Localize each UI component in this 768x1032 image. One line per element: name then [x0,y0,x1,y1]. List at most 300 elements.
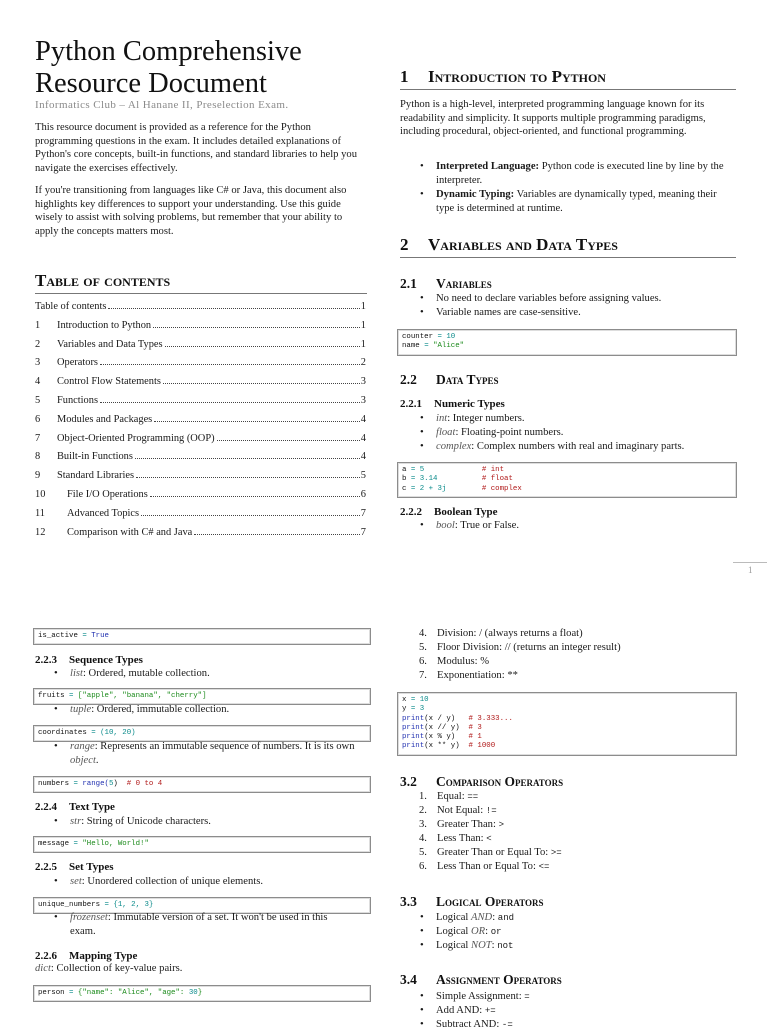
section-number: 2.2.2 [400,506,422,518]
code-token: = [410,475,420,484]
item-number: 1. [419,791,427,802]
page-number: 1 [748,565,753,575]
section-title: Assignment Operators [436,972,562,987]
section-title: Text Type [69,801,115,813]
code-token: = [104,901,114,909]
toc-leader-dots [141,515,360,516]
toc-leader-dots [135,458,360,459]
code-token: (x % y) [424,733,469,742]
list-item [418,1004,530,1018]
section-number: 2.2.5 [35,861,57,873]
toc-heading-text: Table of contents [35,271,171,290]
code-token: counter [402,333,438,341]
item-sep: : [492,912,498,923]
toc-heading [35,271,367,294]
description: : Ordered, mutable collection. [82,668,210,679]
description: : Complex numbers with real and imaginary parts. [471,441,685,452]
title-line-1: Python Comprehensive [35,36,302,67]
toc-entry-number: 1 [35,319,41,331]
section-number: 2.2.1 [400,398,422,410]
list-item: • Variable names are case-sensitive. [418,306,661,320]
section-3-3-heading [400,894,544,910]
toc-entry-label: Comparison with C# and Java [67,526,193,538]
toc-entry-page: 6 [360,488,366,500]
code-token: = [82,632,92,640]
operator: <= [538,862,550,872]
code-token: fruits [38,692,70,700]
title-line-2: Resource Document [35,68,267,99]
description: : Represents an immutable sequence of numbers. It is its own [94,741,355,752]
section-title: Mapping Type [69,950,138,962]
code-token: # 3.333... [468,714,513,723]
code-line [38,989,366,998]
section-title: Numeric Types [434,398,505,410]
item-number: 5. [419,847,427,858]
description: : True or False. [454,520,520,531]
toc-entry-label: Object-Oriented Programming (OOP) [57,432,215,444]
code-token: = [73,840,83,848]
code-token: 10 [446,333,456,341]
code-token: y [402,705,411,714]
item-label: Logical [436,912,472,923]
code-block-boolean [33,628,371,645]
set-bullet [52,875,263,889]
item-number: 4. [419,628,427,639]
code-token: (x // y) [424,723,469,732]
section-title: Logical Operators [436,894,544,909]
toc-entry[interactable] [35,339,366,358]
section-3-4-heading [400,972,562,988]
code-token: coordinates [38,729,92,737]
code-token: = [437,333,447,341]
toc-entry-number: 9 [35,470,41,482]
item-label: Less Than: [437,833,487,844]
toc-entry-number: 5 [35,394,41,406]
section-2-1-bullets [418,292,661,320]
toc-entry[interactable] [35,376,366,395]
section-2-2-4-heading [35,801,115,813]
list-item [52,815,211,829]
item-term: OR [471,926,486,937]
code-token: b [402,475,411,484]
list-item [418,160,736,188]
code-line [402,724,732,733]
toc-entry[interactable] [35,414,366,433]
list-item [418,440,684,454]
page-number-rule [733,562,767,563]
comparison-operators-list [419,790,562,874]
toc-entry-page: 7 [360,526,366,538]
toc-entry[interactable] [35,527,366,546]
document-subtitle: Informatics Club – Al Hanane II, Preselection Exam. [35,99,289,111]
operator: and [497,913,514,923]
item-label: Not Equal: [437,805,486,816]
list-item [419,846,562,860]
item-sep: : [491,940,498,951]
toc-entry-page: 5 [360,470,366,482]
toc-entry-label: Introduction to Python [57,319,152,331]
code-token: True [91,632,109,640]
range-bullet [52,740,368,768]
item-label: Greater Than or Equal To: [437,847,551,858]
code-token: = [424,342,434,351]
toc-entry-label: Table of contents [35,301,107,312]
toc-entry-label: Built-in Functions [57,451,133,463]
toc-entry-page: 7 [360,507,366,519]
description: : Unordered collection of unique elements. [81,876,263,887]
section-2-2-1-heading [400,398,505,410]
item-number: 5. [419,642,427,653]
code-token: print [402,742,425,751]
code-token: # 1 [468,733,482,742]
description: : Floating-point numbers. [455,427,564,438]
toc-entry-number: 2 [35,338,41,350]
code-token: a [402,466,411,474]
toc-entry-number: 3 [35,357,41,369]
section-title: Boolean Type [434,506,498,518]
list-item [52,911,352,939]
code-token: (x ** y) [424,742,469,751]
list-item [419,832,562,846]
section-title: Variables [436,276,492,291]
term: frozenset [70,912,108,923]
bullet-text: Variables are dynamically typed, meaning their type is determined at runtime. [436,189,717,214]
code-token: (10, 20) [100,729,136,737]
code-token: "Alice" [433,342,465,351]
term: str [70,816,82,827]
section-2-2-6-heading [35,950,137,962]
code-token: 5 [419,466,425,474]
code-line [38,840,366,849]
item-number: 6. [419,861,427,872]
operator: += [484,1006,496,1016]
toc-entry-page: 1 [360,301,366,312]
section-3-2-heading [400,774,563,790]
list-bullet [52,667,210,681]
toc-entry-number: 10 [35,488,46,500]
code-token: (x / y) [424,714,469,723]
code-line [402,705,732,714]
code-token: 30 [188,989,198,997]
section-2-1-heading [400,276,492,292]
operator: > [498,820,504,830]
code-token: {1, 2, 3} [113,901,154,909]
toc-leader-dots [150,496,360,497]
item-text: Modulus: % [437,656,490,667]
code-token: person [38,989,70,997]
code-token: c [402,484,411,493]
term: list [70,668,83,679]
section-number: 1 [400,67,409,86]
section-number: 2.2 [400,372,417,387]
document-title [35,36,302,100]
description: : Collection of key-value pairs. [50,963,183,974]
list-item [419,627,621,641]
term: float [436,427,456,438]
intro-paragraph-1: This resource document is provided as a reference for the Python programming questions in the exam. It includes detailed explanations of Python's core concepts, built-in functions, and standard libraries to help you navigate the exercises effectively. [35,122,358,174]
code-line [402,333,732,342]
section-2-2-heading [400,372,499,388]
section-2-2-5-heading [35,861,114,873]
toc-entry[interactable] [35,357,366,376]
section-2-heading [400,235,736,258]
toc-leader-dots [194,534,360,535]
list-item [418,519,519,533]
toc-entry[interactable] [35,320,366,339]
code-token: = [410,484,420,493]
list-item [52,875,263,889]
toc-leader-dots [154,421,360,422]
code-token: = [69,692,78,700]
section-number: 2.2.6 [35,950,57,962]
description: : String of Unicode characters. [81,816,211,827]
toc-entry[interactable] [35,451,366,470]
list-item [52,740,368,768]
item-number: 3. [419,819,427,830]
toc-leader-dots [165,346,360,347]
term: dict [35,963,51,974]
operator: -= [501,1020,513,1030]
term: int [436,413,448,424]
code-token: ) [113,780,127,788]
bullet-term: Dynamic Typing: [436,189,515,200]
code-block-range [33,776,371,793]
term: bool [436,520,455,531]
operator: = [524,992,530,1002]
code-line [402,742,732,751]
code-token: = [73,780,83,788]
toc-entry-page: 3 [360,376,366,388]
operator: != [485,806,497,816]
item-sep: : [485,926,491,937]
toc-entry-number: 7 [35,432,41,444]
code-token: print [402,714,425,723]
item-text: Exponentiation: ** [437,670,518,681]
toc-entry-label: Functions [57,394,98,406]
list-item [419,641,621,655]
section-number: 2.2.3 [35,654,57,666]
code-token: } [197,989,203,997]
code-token: {"name": "Alice", "age": [77,989,189,997]
section-number: 3.2 [400,774,417,789]
code-token: print [402,733,425,742]
operator: < [486,834,492,844]
toc-entry-number: 4 [35,376,41,388]
toc-entry-number: 6 [35,413,41,425]
str-bullet [52,815,211,829]
list-item [418,939,514,953]
code-line [38,729,366,738]
code-token: = [410,696,420,704]
toc-entry-number: 8 [35,451,41,463]
description: . [95,755,99,766]
toc-leader-dots [100,402,360,403]
code-token: 3 [419,705,425,714]
code-token: 2 + 3j [419,484,447,493]
toc-entry-page: 4 [360,413,366,425]
item-number: 7. [419,670,427,681]
item-label: Greater Than: [437,819,499,830]
toc-entry-label: Standard Libraries [57,470,135,482]
list-item [418,911,514,925]
item-text: Division: / (always returns a float) [437,628,583,639]
section-number: 2.2.4 [35,801,57,813]
dict-description [35,963,182,974]
toc-entry-number: 12 [35,526,46,538]
section-title: Data Types [436,372,499,387]
bullet-text: Python code is executed line by line by the interpreter. [436,161,724,186]
boolean-bullets [418,519,519,533]
item-label: Logical [436,926,472,937]
item-label: Add AND: [436,1005,485,1016]
list-item [418,188,736,216]
code-token: print [402,723,425,732]
code-token: = [91,729,101,737]
code-token: # float [437,475,513,484]
code-token: # complex [446,484,522,493]
code-token: is_active [38,632,83,640]
operator: >= [550,848,562,858]
operator: == [467,792,479,802]
term: tuple [70,704,92,715]
section-title: Sequence Types [69,654,143,666]
frozenset-bullet [52,911,352,939]
code-token: 5 [108,780,114,788]
code-line [402,466,732,475]
toc-entry-page: 4 [360,451,366,463]
code-token: = [410,705,420,714]
item-number: 6. [419,656,427,667]
toc-entry-number: 11 [35,507,46,519]
code-token: # 0 to 4 [126,780,163,788]
list-item [419,669,621,683]
code-token: 3.14 [419,475,438,484]
item-term: NOT [471,940,492,951]
code-line [402,475,732,484]
toc-entry-page: 1 [360,319,366,331]
code-token: "Hello, World!" [82,840,149,848]
code-token: ["apple", "banana", "cherry"] [77,692,207,700]
code-block-dict [33,985,371,1002]
section-number: 3.4 [400,972,417,987]
table-of-contents [35,301,366,545]
logical-operators-list [418,911,514,953]
item-number: 4. [419,833,427,844]
code-block-str [33,836,371,853]
section-number: 2.1 [400,276,417,291]
toc-entry-label: Control Flow Statements [57,376,161,388]
section-title: Introduction to Python [428,67,606,86]
section-1-heading [400,67,736,90]
code-token: unique_numbers [38,901,105,909]
toc-entry[interactable] [35,489,366,508]
list-item [419,790,562,804]
term: set [70,876,82,887]
code-line [402,485,732,494]
code-token: = [410,466,420,474]
term: complex [436,441,472,452]
list-item [419,655,621,669]
code-token: # 3 [468,723,482,732]
arithmetic-operators-list [419,627,621,683]
toc-leader-dots [108,308,359,309]
list-item [419,860,562,874]
item-number: 2. [419,805,427,816]
section-number: 2 [400,235,409,254]
code-line [402,733,732,742]
code-token: = [69,989,78,997]
list-item [419,804,562,818]
toc-leader-dots [100,364,360,365]
toc-entry-label: Variables and Data Types [57,338,163,350]
code-token: message [38,840,74,848]
code-line [38,901,366,910]
code-line [402,342,732,351]
intro-paragraph-2: If you're transitioning from languages like C# or Java, this document also highlights key differences to support your understanding. Use this guide wisely to assist with solving problems, but remember that your ability to apply the concepts matters most. [35,185,347,237]
item-text: Floor Division: // (returns an integer result) [437,642,621,653]
item-term: AND [471,912,493,923]
description: : Integer numbers. [447,413,525,424]
toc-leader-dots [217,440,360,441]
list-item [418,412,684,426]
toc-entry[interactable] [35,470,366,489]
list-item [419,818,562,832]
toc-entry[interactable] [35,301,366,320]
item-label: Equal: [437,791,468,802]
operator: or [490,927,502,937]
list-item [418,1018,530,1032]
code-token: # 1000 [468,742,496,751]
toc-entry-page: 1 [360,338,366,350]
toc-entry[interactable] [35,433,366,452]
term: range [70,741,95,752]
code-line [38,692,366,701]
section-title: Variables and Data Types [428,235,618,254]
code-block-arithmetic [397,692,737,756]
toc-entry-page: 3 [360,394,366,406]
code-token: 10 [419,696,429,704]
toc-entry[interactable] [35,508,366,527]
list-item [418,990,530,1004]
toc-entry-label: File I/O Operations [67,488,148,500]
toc-entry-label: Modules and Packages [57,413,153,425]
tuple-bullet [52,703,229,717]
item-label: Simple Assignment: [436,991,525,1002]
list-item: • No need to declare variables before assigning values. [418,292,661,306]
code-token: # int [424,466,505,474]
toc-entry[interactable] [35,395,366,414]
term: object [70,755,96,766]
section-title: Set Types [69,861,114,873]
code-token: name [402,342,425,351]
item-label: Logical [436,940,472,951]
bullet-term: Interpreted Language: [436,161,540,172]
list-item [52,703,229,717]
item-label: Less Than or Equal To: [437,861,539,872]
toc-entry-label: Advanced Topics [67,507,140,519]
code-line [402,696,732,705]
toc-leader-dots [153,327,360,328]
code-line [38,632,366,641]
toc-leader-dots [136,477,360,478]
toc-entry-label: Operators [57,357,98,369]
list-item [418,426,684,440]
description: : Immutable version of a set. It won't be used in this exam. [70,912,328,937]
code-token: numbers [38,780,74,788]
section-1-bullets [418,160,736,216]
toc-entry-page: 2 [360,357,366,369]
list-item [418,925,514,939]
